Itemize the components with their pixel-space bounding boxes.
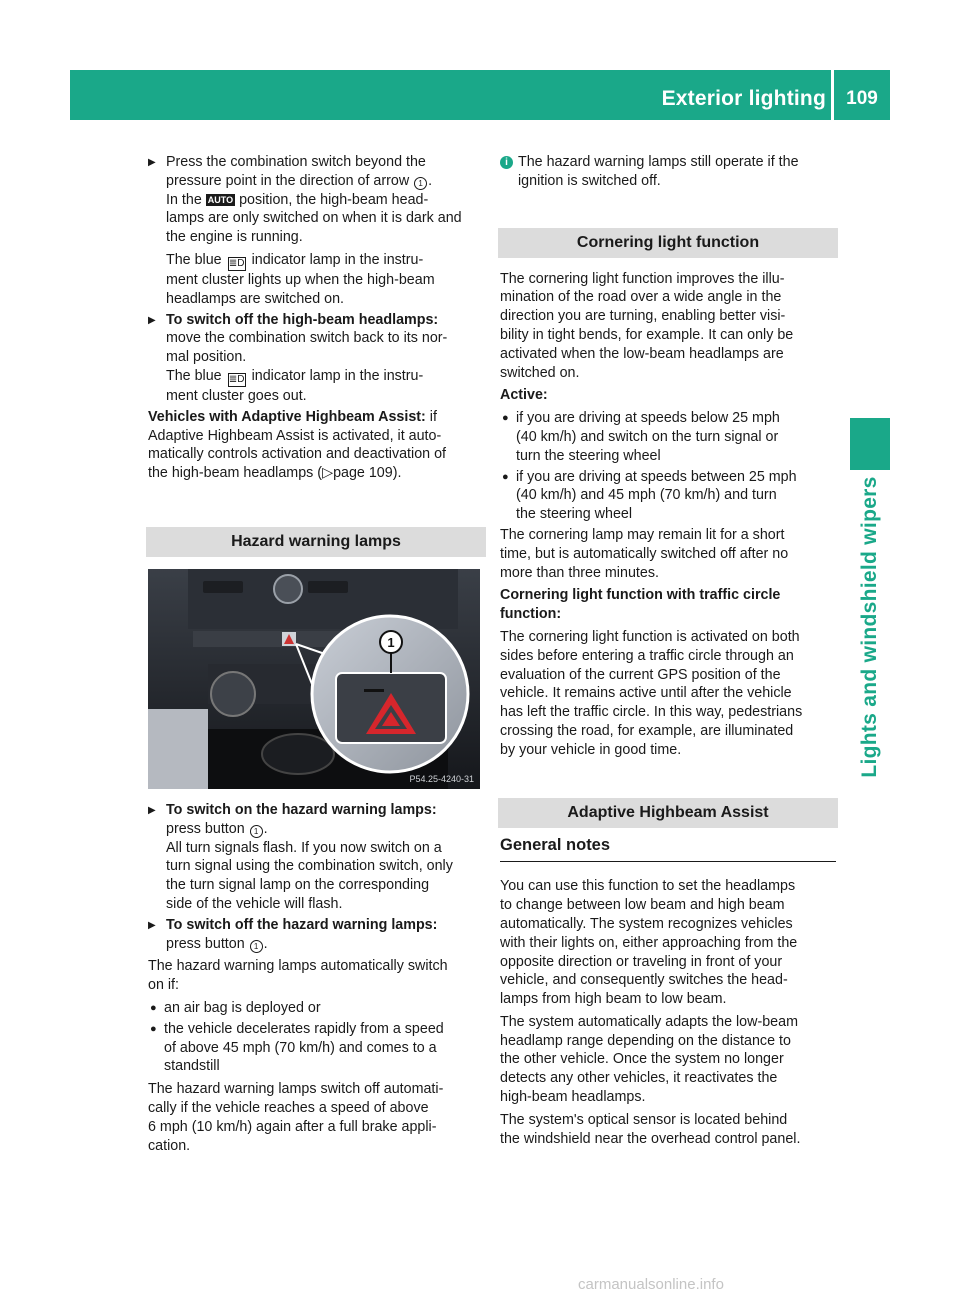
hazard-switch-image — [148, 569, 480, 789]
callout-1-icon: 1 — [250, 825, 263, 838]
page-reference-icon: ▷ — [322, 465, 334, 482]
text-line: The blue ≣D indicator lamp in the instru- — [166, 367, 424, 385]
step-title: To switch off the hazard warning lamps: — [166, 916, 438, 933]
bullet-icon: ● — [502, 412, 509, 425]
step-title: To switch off the high-beam headlamps: — [166, 311, 439, 328]
page-reference-link[interactable]: page 109). — [333, 465, 402, 482]
text-line: move the combination switch back to its nor- — [166, 330, 448, 347]
chapter-tab-marker — [850, 418, 890, 470]
list-item: ● an air bag is deployed or — [150, 999, 321, 1016]
image-code: P54.25-4240-31 — [409, 773, 474, 784]
text-line: side of the vehicle will flash. — [166, 895, 343, 912]
chapter-side-label — [848, 476, 892, 778]
text-line: pressure point in the direction of arrow 1 . — [166, 172, 433, 189]
callout-1-icon: 1 — [250, 940, 263, 953]
section-title: Adaptive Highbeam Assist — [567, 803, 769, 821]
list-item: ● if you are driving at speeds between 25 mph (40 km/h) and 45 mph (70 km/h) and turn the steering wheel — [502, 468, 797, 523]
bullet-icon: ● — [150, 1001, 157, 1014]
general-notes-paragraph: You can use this function to set the headlamps to change between low beam and high beam automatically. The system recognizes vehicles with their lights on, either approaching from the opposite direction or traveling in front of your vehicle, and consequently switches the head- lamps from high beam to low beam. — [500, 878, 798, 1008]
text-line: headlamps are switched on. — [166, 290, 345, 307]
text-line: In the AUTO position, the high-beam head- — [166, 191, 429, 208]
bold-lead-in: Vehicles with Adaptive Highbeam Assist: — [148, 408, 426, 425]
page-number: 109 — [846, 88, 878, 109]
text-line: lamps are only switched on when it is dark and — [166, 210, 462, 227]
sensor-paragraph: The system's optical sensor is located behind the windshield near the overhead control panel. — [500, 1111, 801, 1147]
step-arrow-icon: ▶ — [148, 919, 156, 931]
text-line: All turn signals flash. If you now switch on a — [166, 839, 442, 856]
remain-paragraph: The cornering lamp may remain lit for a short time, but is automatically switched off after no more than three minutes. — [500, 526, 789, 581]
subsection-heading: General notes — [500, 836, 836, 863]
section-title: Hazard warning lamps — [231, 532, 401, 550]
text-line: Press the combination switch beyond the — [166, 154, 426, 170]
auto-symbol-icon: AUTO — [207, 194, 234, 205]
step-arrow-icon: ▶ — [148, 804, 156, 816]
bullet-icon: ● — [150, 1022, 157, 1035]
image-callout-number: 1 — [387, 634, 395, 650]
page-header — [70, 70, 890, 120]
text-line: press button 1 . — [166, 820, 268, 837]
list-item: ● the vehicle decelerates rapidly from a speed of above 45 mph (70 km/h) and comes to a standstill — [150, 1020, 444, 1075]
high-beam-indicator-icon: ≣D — [228, 257, 245, 269]
auto-off-paragraph: The hazard warning lamps switch off automati- cally if the vehicle reaches a speed of above 6 mph (10 km/h) again after a full brake appli- cation. — [148, 1081, 444, 1154]
auto-switch-paragraph: The hazard warning lamps automatically switch on if: — [148, 958, 448, 994]
info-icon: i — [500, 156, 513, 169]
text-line: the engine is running. — [166, 229, 303, 246]
high-beam-indicator-icon: ≣D — [228, 373, 245, 385]
step-arrow-icon: ▶ — [148, 157, 156, 168]
text-line: press button 1 . — [166, 935, 268, 952]
text-line: turn signal using the combination switch, only — [166, 858, 453, 875]
footer-watermark[interactable]: carmanualsonline.info — [578, 1276, 724, 1293]
text-line: ment cluster lights up when the high-beam — [166, 271, 435, 288]
chapter-side-label-text: Lights and windshield wipers — [858, 476, 881, 778]
right-column — [500, 153, 836, 1152]
section-heading-bar — [498, 798, 838, 828]
hazard-switch-illustration — [148, 569, 480, 789]
step-title: To switch on the hazard warning lamps: — [166, 801, 437, 818]
instruction-step — [148, 801, 484, 914]
page-title: Exterior lighting — [661, 87, 826, 110]
section-heading-bar — [146, 527, 486, 557]
traffic-circle-paragraph: The cornering light function is activated on both sides before entering a traffic circle through an evaluation of the current GPS position of the vehicle. It remains active until after the vehicle has left the traffic circle. In this way, pedestrians crossing the road, for example, are illuminated by your vehicle in good time. — [500, 628, 803, 758]
traffic-circle-heading: Cornering light function with traffic circle function: — [500, 587, 781, 623]
text-line: ment cluster goes out. — [166, 387, 307, 404]
cornering-paragraph: The cornering light function improves the illu- mination of the road over a wide angle in the direction you are turning, enabling better visi- bility in tight bends, for example. It can only be activated when the low-beam headlamps are switched on. — [500, 270, 794, 381]
adapts-paragraph: The system automatically adapts the low-beam headlamp range depending on the distance to the other vehicle. Once the system no longer detects any other vehicles, it reactivates the high-beam headlamps. — [500, 1013, 798, 1106]
text-line: the turn signal lamp on the corresponding — [166, 877, 430, 894]
section-title: Cornering light function — [576, 233, 760, 251]
bullet-icon: ● — [502, 470, 509, 483]
instruction-step — [148, 916, 484, 954]
list-item: ● if you are driving at speeds below 25 mph (40 km/h) and switch on the turn signal or turn the steering wheel — [502, 410, 780, 464]
text-line: mal position. — [166, 349, 247, 366]
section-heading-bar — [498, 228, 838, 258]
instruction-step — [148, 311, 484, 406]
active-label: Active: — [500, 387, 548, 404]
left-column — [148, 153, 484, 1159]
step-arrow-icon: ▶ — [148, 314, 156, 326]
info-note: i The hazard warning lamps still operate if the ignition is switched off. — [500, 153, 836, 191]
adaptive-highbeam-paragraph: Vehicles with Adaptive Highbeam Assist: if Adaptive Highbeam Assist is activated, it auto- matically controls activation and deactivation of the high-beam headlamps (▷page 109). — [148, 408, 447, 482]
instruction-step — [148, 153, 484, 309]
text-line: The blue ≣D indicator lamp in the instru- — [166, 251, 424, 269]
callout-1-icon: 1 — [414, 177, 427, 190]
